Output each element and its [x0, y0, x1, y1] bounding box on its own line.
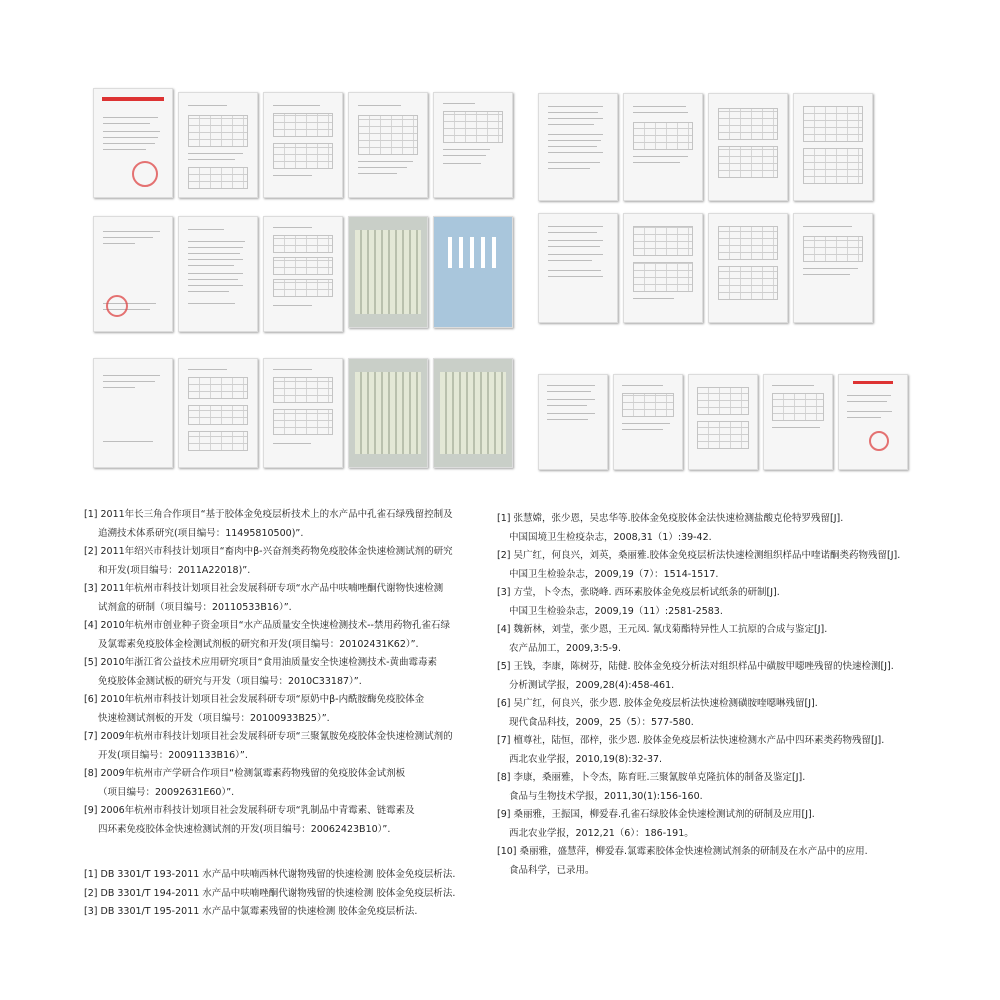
- document-thumbnail: [623, 93, 703, 201]
- paper-item-continuation: 西北农业学报，2012,21（6）：186-191。: [509, 827, 694, 839]
- project-item-continuation: 和开发(项目编号：2011A22018)”.: [98, 564, 251, 576]
- paper-item-continuation: 现代食品科技，2009，25（5）：577-580.: [509, 716, 694, 728]
- vial-photo: [433, 216, 513, 328]
- document-thumbnail: [793, 93, 873, 201]
- paper-item: [3] 方莹，卜令杰，张晓峰. 西环素胶体金免疫层析试纸条的研制[J].: [497, 587, 780, 598]
- project-item-continuation: 开发(项目编号：20091133B16）”.: [98, 749, 248, 761]
- document-thumbnail: [538, 374, 608, 470]
- document-thumbnail: [793, 213, 873, 323]
- document-thumbnail: [263, 358, 343, 468]
- red-seal-stamp: [106, 295, 128, 317]
- test-strip-photo: [433, 358, 513, 468]
- document-thumbnail: [708, 213, 788, 323]
- document-thumbnail: [688, 374, 758, 470]
- red-letterhead: [102, 97, 164, 101]
- project-item-continuation: 四环素免疫胶体金快速检测试剂的开发(项目编号：20062423B10）”.: [98, 823, 391, 835]
- document-thumbnail: [538, 213, 618, 323]
- paper-item-continuation: 中国卫生检验杂志，2009,19（7）：1514-1517.: [509, 568, 719, 580]
- paper-item-continuation: 农产品加工，2009,3:5-9.: [509, 642, 621, 654]
- document-thumbnail: [708, 93, 788, 201]
- paper-item: [7] 檀尊社，陆恒，邵梓，张少恩. 胶体金免疫层析法快速检测水产品中四环素类药物残留[J].: [497, 735, 885, 746]
- paper-item: [10] 桑丽雅，盛慧萍，柳爱春.氯霉素胶体金快速检测试剂条的研制及在水产品中的应用.: [497, 846, 868, 857]
- project-item-continuation: 及氯霉素免疫胶体金检测试剂板的研究和开发(项目编号：20102431K62）”.: [98, 638, 419, 650]
- document-thumbnail: [93, 216, 173, 332]
- document-thumbnail: [838, 374, 908, 470]
- project-item-continuation: 追溯技术体系研究(项目编号：11495810500)”.: [98, 527, 304, 539]
- paper-item: [6] 吴广红，何良兴，张少恩. 胶体金免疫层析法快速检测磺胺喹噁啉残留[J].: [497, 698, 818, 709]
- document-thumbnail: [93, 358, 173, 468]
- project-item: [2] 2011年绍兴市科技计划项目“畜肉中β-兴奋剂类药物免疫胶体金快速检测试剂的研究: [84, 546, 453, 557]
- document-thumbnail: [538, 93, 618, 201]
- project-item: [6] 2010年杭州市科技计划项目社会发展科研专项“原奶中β-内酰胺酶免疫胶体金: [84, 694, 425, 705]
- paper-item-continuation: 中国国境卫生检疫杂志，2008,31（1）:39-42.: [509, 531, 712, 543]
- project-item-continuation: 免疫胶体金测试板的研究与开发（项目编号：2010C33187）”.: [98, 675, 362, 687]
- project-item-continuation: 试剂盒的研制（项目编号：20110533B16）”.: [98, 601, 292, 613]
- document-thumbnail: [178, 358, 258, 468]
- paper-item-continuation: 分析测试学报，2009,28(4):458-461.: [509, 679, 675, 691]
- paper-item: [9] 桑丽雅，王振国，柳爱春.孔雀石绿胶体金快速检测试剂的研制及应用[J].: [497, 809, 815, 820]
- document-thumbnail: [178, 216, 258, 332]
- document-thumbnail: [613, 374, 683, 470]
- project-item: [1] 2011年长三角合作项目“基于胶体金免疫层析技术上的水产品中孔雀石绿残留控制及: [84, 509, 453, 520]
- project-item: [4] 2010年杭州市创业种子资金项目“水产品质量安全快速检测技术--禁用药物孔雀石绿: [84, 620, 450, 631]
- project-item: [9] 2006年杭州市科技计划项目社会发展科研专项“乳制品中青霉素、链霉素及: [84, 805, 415, 816]
- test-strip-photo: [348, 358, 428, 468]
- document-thumbnail: [263, 92, 343, 198]
- test-strip-photo: [348, 216, 428, 328]
- document-thumbnail: [178, 92, 258, 198]
- document-thumbnail: [433, 92, 513, 198]
- document-thumbnail: [263, 216, 343, 332]
- project-item-continuation: （项目编号：20092631E60）”.: [98, 786, 235, 798]
- project-list: [84, 506, 474, 839]
- red-seal-stamp: [869, 431, 889, 451]
- standard-list: [84, 866, 484, 922]
- paper-item: [2] 吴广红，何良兴，刘英，桑丽雅.胶体金免疫层析法快速检测组织样品中喹诺酮类药物残留[J].: [497, 550, 901, 561]
- paper-item-continuation: 中国卫生检验杂志，2009,19（11）:2581-2583.: [509, 605, 723, 617]
- paper-item: [5] 王钱，李康，陈树芬，陆健. 胶体金免疫分析法对组织样品中磺胺甲噁唑残留的快速检测[J].: [497, 661, 894, 672]
- project-item: [5] 2010年浙江省公益技术应用研究项目“食用油质量安全快速检测技术-黄曲霉毒素: [84, 657, 438, 668]
- paper-list: [497, 510, 907, 880]
- standard-item: [1] DB 3301/T 193-2011 水产品中呋喃西林代谢物残留的快速检测 胶体金免疫层析法.: [84, 869, 456, 880]
- red-letterhead: [853, 381, 894, 384]
- paper-item-continuation: 西北农业学报，2010,19(8):32-37.: [509, 753, 663, 765]
- document-thumbnail: [763, 374, 833, 470]
- paper-item: [1] 张慧嫦，张少恩，吴忠华等.胶体金免疫胶体金法快速检测盐酸克伦特罗残留[J].: [497, 513, 844, 524]
- project-item: [7] 2009年杭州市科技计划项目社会发展科研专项“三聚氰胺免疫胶体金快速检测试剂的: [84, 731, 453, 742]
- standard-item: [2] DB 3301/T 194-2011 水产品中呋喃唑酮代谢物残留的快速检测 胶体金免疫层析法.: [84, 887, 456, 899]
- project-item-continuation: 快速检测试剂板的开发（项目编号：20100933B25）”.: [98, 712, 330, 724]
- paper-item-continuation: 食品科学，已录用。: [509, 864, 595, 876]
- red-seal-stamp: [132, 161, 158, 187]
- paper-item: [8] 李康，桑丽雅，卜令杰，陈育旺.三聚氰胺单克隆抗体的制备及鉴定[J].: [497, 772, 806, 783]
- document-thumbnail: [93, 88, 173, 198]
- document-thumbnail: [623, 213, 703, 323]
- document-thumbnail: [348, 92, 428, 198]
- paper-item-continuation: 食品与生物技术学报，2011,30(1):156-160.: [509, 790, 703, 802]
- paper-item: [4] 魏新林，刘莹，张少恩，王元凤. 氰戊菊酯特异性人工抗原的合成与鉴定[J].: [497, 624, 828, 635]
- project-item: [3] 2011年杭州市科技计划项目社会发展科研专项“水产品中呋喃唑酮代谢物快速检测: [84, 583, 444, 594]
- standard-item: [3] DB 3301/T 195-2011 水产品中氯霉素残留的快速检测 胶体金免疫层析法.: [84, 906, 418, 917]
- project-item: [8] 2009年杭州市产学研合作项目“检测氯霉素药物残留的免疫胶体金试剂板: [84, 768, 406, 779]
